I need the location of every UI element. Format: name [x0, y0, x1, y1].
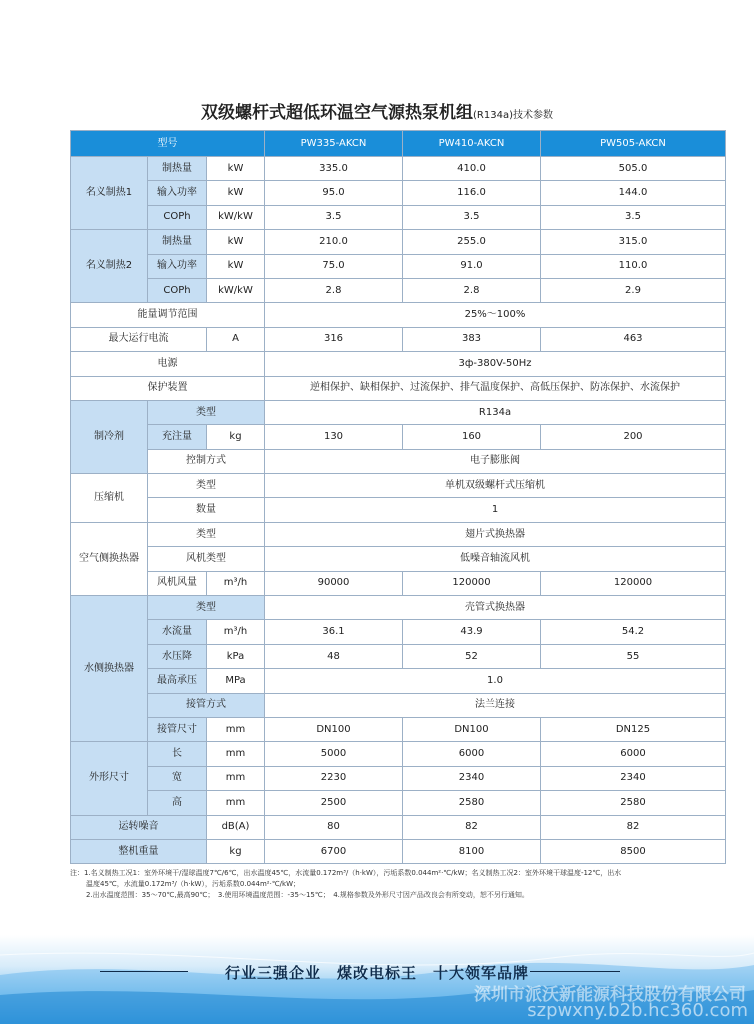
row-label: 控制方式 [148, 449, 265, 473]
cell-value: 110.0 [541, 254, 726, 278]
group-dimensions: 外形尺寸 [71, 742, 148, 815]
row-label: 数量 [148, 498, 265, 522]
row-label: 类型 [148, 474, 265, 498]
table-row [71, 230, 726, 254]
row-label: 水流量 [148, 620, 207, 644]
title-main: 双级螺杆式超低环温空气源热泵机组 [201, 103, 474, 123]
table-row [71, 425, 726, 449]
row-unit: kW [207, 254, 265, 278]
row-label: 类型 [148, 596, 265, 620]
cell-value: DN100 [403, 717, 541, 741]
table-row [71, 474, 726, 498]
table-row [71, 742, 726, 766]
row-unit: kPa [207, 644, 265, 668]
group-heating1: 名义制热1 [71, 157, 148, 230]
cell-value: 2340 [541, 766, 726, 790]
table-row [71, 400, 726, 424]
row-unit: dB(A) [207, 815, 265, 839]
cell-value: 25%～100% [265, 303, 726, 327]
row-label: 长 [148, 742, 207, 766]
footer-slogan: 行业三强企业 煤改电标王 十大领军品牌 [224, 964, 529, 982]
cell-value: R134a [265, 400, 726, 424]
cell-value: 2500 [265, 791, 403, 815]
table-row [71, 669, 726, 693]
cell-value: 2.8 [403, 278, 541, 302]
table-row [71, 181, 726, 205]
row-label: 电源 [71, 352, 265, 376]
cell-value: 54.2 [541, 620, 726, 644]
cell-value: 翅片式换热器 [265, 522, 726, 546]
group-compressor: 压缩机 [71, 474, 148, 523]
cell-value: 8500 [541, 839, 726, 863]
table-row [71, 717, 726, 741]
note-line: 温度45℃，水流量0.172m³/（h·kW），污垢系数0.044m²·℃/kW； [86, 880, 301, 888]
model-1: PW335-AKCN [265, 131, 403, 157]
table-row [71, 376, 726, 400]
row-unit: mm [207, 766, 265, 790]
cell-value: 2340 [403, 766, 541, 790]
row-label: 类型 [148, 522, 265, 546]
cell-value: 116.0 [403, 181, 541, 205]
table-header-row [71, 131, 726, 157]
table-row [71, 644, 726, 668]
cell-value: 2580 [541, 791, 726, 815]
row-label: 运转噪音 [71, 815, 207, 839]
cell-value: 43.9 [403, 620, 541, 644]
cell-value: 3.5 [265, 205, 403, 229]
row-label: COPh [148, 278, 207, 302]
table-row [71, 693, 726, 717]
cell-value: 410.0 [403, 157, 541, 181]
cell-value: 91.0 [403, 254, 541, 278]
cell-value: DN125 [541, 717, 726, 741]
cell-value: 2230 [265, 766, 403, 790]
cell-value: 1 [265, 498, 726, 522]
row-label: 风机风量 [148, 571, 207, 595]
table-row [71, 205, 726, 229]
cell-value: 200 [541, 425, 726, 449]
note-line: 注：1.名义制热工况1：室外环境干/湿球温度7℃/6℃，出水温度45℃，水流量0.172m³/（h·kW），污垢系数0.044m²·℃/kW；名义制热工况2：室外环境干球温度-12℃，出水 [70, 869, 622, 877]
cell-value: 160 [403, 425, 541, 449]
cell-value: 75.0 [265, 254, 403, 278]
group-air-hx: 空气侧换热器 [71, 522, 148, 595]
title-subtitle: (R134a)技术参数 [473, 110, 553, 121]
cell-value: 144.0 [541, 181, 726, 205]
row-label: 高 [148, 791, 207, 815]
table-row [71, 547, 726, 571]
cell-value: 1.0 [265, 669, 726, 693]
row-label: 充注量 [148, 425, 207, 449]
cell-value: 单机双级螺杆式压缩机 [265, 474, 726, 498]
table-row [71, 596, 726, 620]
website-watermark: szpwxny.b2b.hc360.com [527, 1000, 748, 1021]
model-2: PW410-AKCN [403, 131, 541, 157]
row-label: 风机类型 [148, 547, 265, 571]
table-row [71, 498, 726, 522]
spec-table [70, 130, 726, 864]
cell-value: 52 [403, 644, 541, 668]
cell-value: 低噪音轴流风机 [265, 547, 726, 571]
row-unit: kW [207, 230, 265, 254]
cell-value: 6000 [541, 742, 726, 766]
cell-value: 82 [403, 815, 541, 839]
table-row [71, 278, 726, 302]
row-label: 水压降 [148, 644, 207, 668]
table-row [71, 327, 726, 351]
cell-value: 505.0 [541, 157, 726, 181]
table-row [71, 522, 726, 546]
row-label: 接管方式 [148, 693, 265, 717]
row-label: 输入功率 [148, 181, 207, 205]
cell-value: 383 [403, 327, 541, 351]
row-label: 宽 [148, 766, 207, 790]
cell-value: 3.5 [403, 205, 541, 229]
table-row [71, 815, 726, 839]
group-water-hx: 水侧换热器 [71, 596, 148, 742]
cell-value: 80 [265, 815, 403, 839]
row-unit: kg [207, 425, 265, 449]
cell-value: 120000 [403, 571, 541, 595]
cell-value: 6700 [265, 839, 403, 863]
cell-value: 6000 [403, 742, 541, 766]
model-3: PW505-AKCN [541, 131, 726, 157]
row-unit: kW/kW [207, 278, 265, 302]
row-label: 类型 [148, 400, 265, 424]
table-row [71, 766, 726, 790]
cell-value: 逆相保护、缺相保护、过流保护、排气温度保护、高低压保护、防冻保护、水流保护 [265, 376, 726, 400]
row-unit: MPa [207, 669, 265, 693]
cell-value: 36.1 [265, 620, 403, 644]
note-line: 2.出水温度范围：35～70℃,最高90℃； 3.使用环境温度范围：-35～15℃； 4.规格参数及外形尺寸因产品改良会有所变动，恕不另行通知。 [86, 891, 529, 899]
group-heating2: 名义制热2 [71, 230, 148, 303]
cell-value: DN100 [265, 717, 403, 741]
cell-value: 130 [265, 425, 403, 449]
cell-value: 335.0 [265, 157, 403, 181]
cell-value: 2.9 [541, 278, 726, 302]
cell-value: 255.0 [403, 230, 541, 254]
model-label: 型号 [71, 131, 265, 157]
cell-value: 3.5 [541, 205, 726, 229]
table-row [71, 571, 726, 595]
row-label: 制热量 [148, 157, 207, 181]
row-label: 保护装置 [71, 376, 265, 400]
cell-value: 2.8 [265, 278, 403, 302]
row-unit: mm [207, 742, 265, 766]
row-label: 最高承压 [148, 669, 207, 693]
row-unit: kg [207, 839, 265, 863]
cell-value: 316 [265, 327, 403, 351]
cell-value: 壳管式换热器 [265, 596, 726, 620]
row-unit: mm [207, 791, 265, 815]
table-row [71, 254, 726, 278]
row-unit: m³/h [207, 571, 265, 595]
cell-value: 95.0 [265, 181, 403, 205]
table-row [71, 157, 726, 181]
table-row [71, 352, 726, 376]
cell-value: 2580 [403, 791, 541, 815]
cell-value: 210.0 [265, 230, 403, 254]
row-label: 接管尺寸 [148, 717, 207, 741]
table-row [71, 620, 726, 644]
row-unit: m³/h [207, 620, 265, 644]
page-title [0, 98, 754, 123]
row-label: 输入功率 [148, 254, 207, 278]
cell-value: 电子膨胀阀 [265, 449, 726, 473]
cell-value: 463 [541, 327, 726, 351]
cell-value: 8100 [403, 839, 541, 863]
row-unit: mm [207, 717, 265, 741]
cell-value: 90000 [265, 571, 403, 595]
cell-value: 3ф-380V-50Hz [265, 352, 726, 376]
row-unit: kW [207, 181, 265, 205]
cell-value: 315.0 [541, 230, 726, 254]
cell-value: 55 [541, 644, 726, 668]
row-unit: A [207, 327, 265, 351]
cell-value: 120000 [541, 571, 726, 595]
cell-value: 82 [541, 815, 726, 839]
cell-value: 48 [265, 644, 403, 668]
table-row [71, 303, 726, 327]
cell-value: 法兰连接 [265, 693, 726, 717]
group-refrigerant: 制冷剂 [71, 400, 148, 473]
table-row [71, 449, 726, 473]
cell-value: 5000 [265, 742, 403, 766]
table-row [71, 791, 726, 815]
row-label: 整机重量 [71, 839, 207, 863]
company-name: 深圳市派沃新能源科技股份有限公司 [474, 985, 746, 1005]
row-label: 制热量 [148, 230, 207, 254]
row-label: 最大运行电流 [71, 327, 207, 351]
table-row [71, 839, 726, 863]
row-label: 能量调节范围 [71, 303, 265, 327]
row-unit: kW/kW [207, 205, 265, 229]
row-unit: kW [207, 157, 265, 181]
footnotes [70, 868, 730, 901]
row-label: COPh [148, 205, 207, 229]
